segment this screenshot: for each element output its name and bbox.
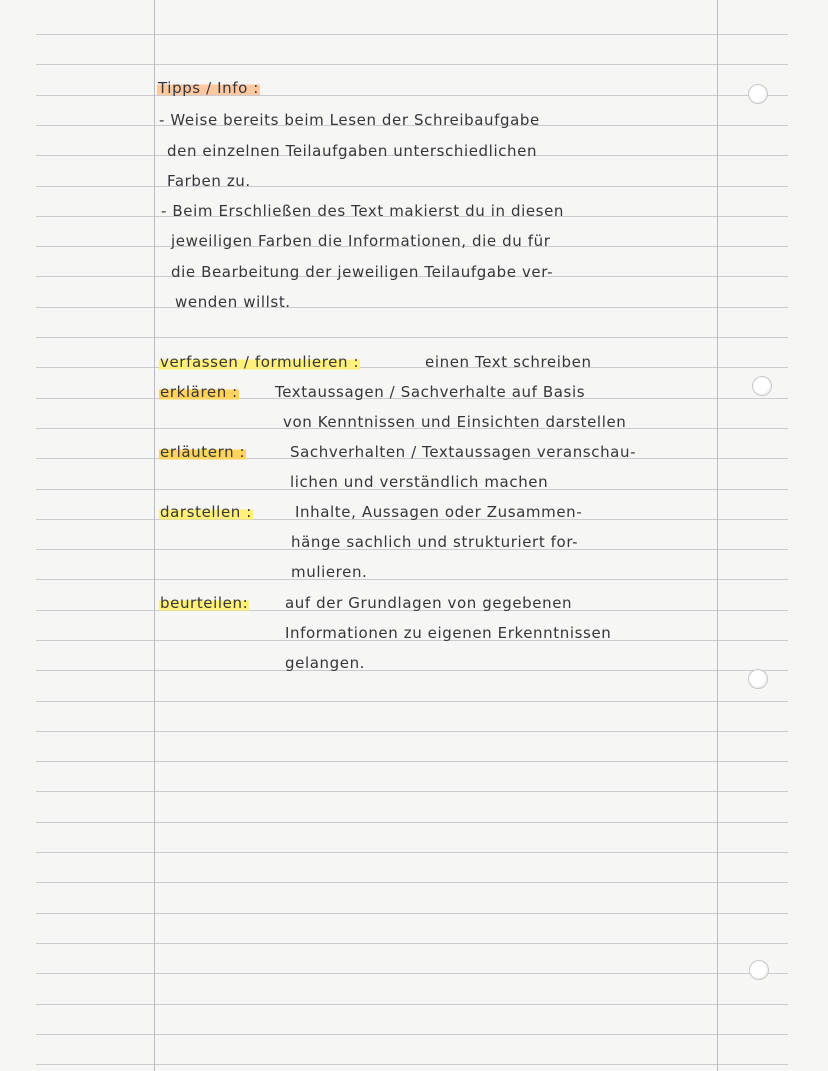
punch-hole-3 bbox=[748, 669, 768, 689]
ruled-line bbox=[36, 1064, 788, 1065]
ruled-line bbox=[36, 34, 788, 35]
ruled-line bbox=[36, 882, 788, 883]
ruled-line bbox=[36, 95, 788, 96]
definition-erlaeutern-line-1: Sachverhalten / Textaussagen veranschau- bbox=[290, 443, 637, 461]
term-erlaeutern-label: erläutern : bbox=[160, 443, 246, 461]
tip-line-7: wenden willst. bbox=[175, 293, 291, 311]
punch-hole-2 bbox=[752, 376, 772, 396]
definition-darstellen-line-2: hänge sachlich und strukturiert for- bbox=[291, 533, 579, 551]
ruled-line bbox=[36, 1034, 788, 1035]
definition-erklaeren-line-2: von Kenntnissen und Einsichten darstellen bbox=[283, 413, 627, 431]
definition-beurteilen-line-3: gelangen. bbox=[285, 654, 366, 672]
ruled-line bbox=[36, 670, 788, 671]
notes-title-text: Tipps / Info : bbox=[158, 79, 259, 97]
tip-line-3: Farben zu. bbox=[167, 172, 251, 190]
definition-darstellen-line-3: mulieren. bbox=[291, 563, 368, 581]
definition-erklaeren-line-1: Textaussagen / Sachverhalte auf Basis bbox=[275, 383, 586, 401]
definition-beurteilen-line-2: Informationen zu eigenen Erkenntnissen bbox=[285, 624, 612, 642]
notes-title bbox=[157, 79, 260, 97]
ruled-line bbox=[36, 822, 788, 823]
left-margin-line bbox=[154, 0, 155, 1071]
term-erklaeren-label: erklären : bbox=[160, 383, 238, 401]
tip-line-4: - Beim Erschließen des Text makierst du in diesen bbox=[161, 202, 565, 220]
term-beurteilen-label: beurteilen: bbox=[160, 594, 249, 612]
ruled-line bbox=[36, 761, 788, 762]
ruled-line bbox=[36, 186, 788, 187]
term-erklaeren bbox=[159, 383, 239, 401]
term-erlaeutern bbox=[159, 443, 246, 461]
term-darstellen-label: darstellen : bbox=[160, 503, 252, 521]
tip-line-5: jeweiligen Farben die Informationen, die du für bbox=[171, 232, 551, 250]
punch-hole-1 bbox=[748, 84, 768, 104]
term-verfassen bbox=[159, 353, 360, 371]
definition-verfassen-line-1: einen Text schreiben bbox=[425, 353, 592, 371]
definition-darstellen-line-1: Inhalte, Aussagen oder Zusammen- bbox=[295, 503, 583, 521]
tip-line-1: - Weise bereits beim Lesen der Schreibaufgabe bbox=[159, 111, 540, 129]
right-margin-line bbox=[717, 0, 718, 1071]
term-verfassen-label: verfassen / formulieren : bbox=[160, 353, 360, 371]
ruled-line bbox=[36, 852, 788, 853]
definition-erlaeutern-line-2: lichen und verständlich machen bbox=[290, 473, 549, 491]
ruled-line bbox=[36, 973, 788, 974]
ruled-line bbox=[36, 943, 788, 944]
ruled-line bbox=[36, 307, 788, 308]
punch-hole-4 bbox=[749, 960, 769, 980]
definition-beurteilen-line-1: auf der Grundlagen von gegebenen bbox=[285, 594, 573, 612]
ruled-line bbox=[36, 913, 788, 914]
term-darstellen bbox=[159, 503, 253, 521]
tip-line-2: den einzelnen Teilaufgaben unterschiedlichen bbox=[167, 142, 538, 160]
ruled-line bbox=[36, 731, 788, 732]
ruled-line bbox=[36, 337, 788, 338]
ruled-line bbox=[36, 791, 788, 792]
term-beurteilen bbox=[159, 594, 249, 612]
ruled-line bbox=[36, 1004, 788, 1005]
ruled-line bbox=[36, 701, 788, 702]
ruled-line bbox=[36, 64, 788, 65]
ruled-line bbox=[36, 367, 788, 368]
tip-line-6: die Bearbeitung der jeweiligen Teilaufgabe ver- bbox=[171, 263, 554, 281]
ruled-line bbox=[36, 579, 788, 580]
